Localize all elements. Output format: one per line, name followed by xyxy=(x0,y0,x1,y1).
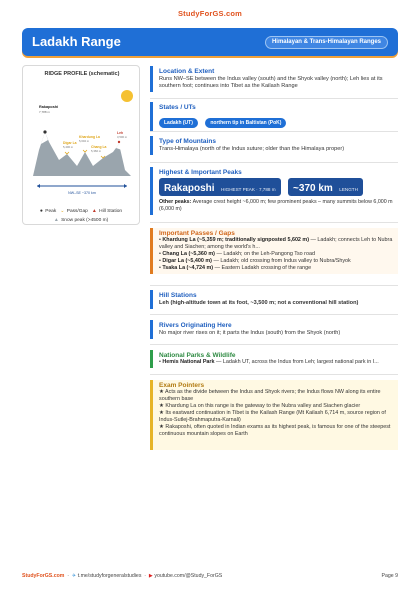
exam-list xyxy=(159,389,398,438)
ridge-profile-card xyxy=(22,65,140,225)
divider xyxy=(150,374,398,375)
length-axis-label: NW–SE ~370 km xyxy=(68,191,96,195)
list-item: ★ Its eastward continuation in Tibet is the Kailash Range (Mt Kailash 6,714 m, source region of Indus-Sutlej-Brahmaputra-Karnali) xyxy=(159,410,386,423)
section-title: Highest & Important Peaks xyxy=(159,169,242,176)
pass-elev: 5,360 m xyxy=(91,149,102,153)
list-item: • Chang La (~5,360 m) — Ladakh; on the Leh-Pangong Tso road xyxy=(159,251,315,257)
parks-section xyxy=(150,350,398,368)
peak-elev: 7,788 m xyxy=(39,110,50,114)
highest-peak-sub: HIGHEST PEAK · 7,788 m xyxy=(221,187,276,192)
list-item: • Digar La (~5,400 m) — Ladakh; old crossing from Indus valley to Nubra/Shyok xyxy=(159,258,351,264)
footer-brand-link[interactable]: StudyForGS.com xyxy=(22,573,65,579)
list-item: • Tsaka La (~4,724 m) — Eastern Ladakh crossing of the range xyxy=(159,265,312,271)
type-section xyxy=(150,136,398,155)
legend-peak: Peak xyxy=(45,209,57,214)
exam-pointers-section xyxy=(150,380,398,450)
star-icon: ★ xyxy=(159,403,164,409)
pass-legend-icon: ⌄ xyxy=(60,208,65,214)
youtube-icon: ▶ xyxy=(148,573,153,579)
section-body: Runs NW–SE between the Indus valley (south) and the Shyok valley (north); Leh lies at its southern foot; continues into Tibet as the Kailash Range xyxy=(159,76,383,90)
youtube-link[interactable]: youtube.com/@Study_ForGS xyxy=(154,573,223,579)
divider xyxy=(150,98,398,99)
length-sub: LENGTH xyxy=(339,187,358,192)
pass-label: Digar La xyxy=(63,141,77,145)
divider xyxy=(150,162,398,163)
states-section xyxy=(150,102,398,131)
pass-elev: 5,400 m xyxy=(63,145,74,149)
ridge-profile-diagram xyxy=(27,80,137,220)
hill-stations-section xyxy=(150,290,398,309)
station-label: Leh xyxy=(117,131,124,135)
state-chip: northern tip in Baltistan (PoK) xyxy=(205,118,286,128)
section-title: Exam Pointers xyxy=(159,382,205,389)
page-title: Ladakh Range xyxy=(32,34,121,49)
divider xyxy=(150,314,398,315)
legend-pass: Pass/Gap xyxy=(66,209,88,214)
section-title: Hill Stations xyxy=(159,292,197,299)
legend-snow: Snow peak (>4500 m) xyxy=(61,218,109,223)
divider xyxy=(150,131,398,132)
profile-legend xyxy=(22,207,140,225)
parks-list xyxy=(159,359,398,366)
pass-label: Khardung La xyxy=(79,135,100,139)
section-title: Type of Mountains xyxy=(159,138,216,145)
section-body: No major river rises on it; it parts the Indus (south) from the Shyok (north) xyxy=(159,330,341,336)
other-peaks-note xyxy=(159,199,398,213)
pass-elev: 5,602 m xyxy=(79,139,90,143)
highest-peak-box xyxy=(159,178,281,196)
section-title: Important Passes / Gaps xyxy=(159,230,235,237)
star-icon: ★ xyxy=(159,410,164,416)
page-number: Page 9 xyxy=(381,573,398,579)
telegram-link[interactable]: t.me/studyforgeneralstudies xyxy=(77,573,142,579)
pass-label: Chang La xyxy=(91,145,107,149)
highest-section xyxy=(150,167,398,215)
title-banner xyxy=(22,28,398,56)
divider xyxy=(150,285,398,286)
section-title: National Parks & Wildlife xyxy=(159,352,236,359)
peak-label: Rakaposhi xyxy=(39,105,59,109)
passes-list xyxy=(159,237,398,272)
page-footer xyxy=(22,572,398,582)
station-elev: 3,500 m xyxy=(117,135,128,139)
section-title: Location & Extent xyxy=(159,68,215,75)
rivers-section xyxy=(150,320,398,339)
divider xyxy=(150,344,398,345)
list-item: ★ Acts as the divide between the Indus and Shyok rivers; the Indus flows NW along its entire southern base xyxy=(159,389,381,402)
note-label: Other peaks: xyxy=(159,199,192,205)
list-item: ★ Rakaposhi, often quoted in Indian exams as its highest peak, is famous for one of the steepest continuous mountain slopes on Earth xyxy=(159,424,391,437)
list-item: • Hemis National Park — Ladakh UT, across the Indus from Leh; largest national park in I... xyxy=(159,359,379,365)
list-item: ★ Khardung La on this range is the gateway to the Nubra valley and Siachen glacier xyxy=(159,403,361,409)
length-value: ~370 km xyxy=(293,183,333,194)
star-icon: ★ xyxy=(159,389,164,395)
section-body: Trans-Himalaya (north of the Indus suture; older than the Himalaya proper) xyxy=(159,146,345,152)
snow-legend-icon: ▲ xyxy=(53,217,59,223)
brand-header[interactable]: StudyForGS.com xyxy=(177,9,243,18)
star-icon: ★ xyxy=(159,424,164,430)
telegram-icon: ✈ xyxy=(71,573,77,579)
highest-peak-name: Rakaposhi xyxy=(164,183,215,194)
legend-station: Hill Station xyxy=(99,209,123,214)
note-text: Average crest height ~6,000 m; few prominent peaks – many summits below 6,000 m (6,000 m) xyxy=(159,199,393,212)
passes-section xyxy=(150,228,398,274)
list-item: • Khardung La (~5,359 m; traditionally signposted 5,602 m) — Ladakh; connects Leh to Nubra valley and Siachen; among the world's h... xyxy=(159,237,393,250)
profile-title: RIDGE PROFILE (schematic) xyxy=(44,71,120,77)
length-box xyxy=(288,178,363,196)
section-title: Rivers Originating Here xyxy=(159,322,232,329)
station-legend-icon: ▲ xyxy=(91,208,97,214)
peak-legend-icon: ● xyxy=(39,208,43,214)
footer-links: StudyForGS.com · ✈ t.me/studyforgeneralstudies · ▶ youtube.com/@Study_ForGS xyxy=(22,573,223,579)
divider xyxy=(150,222,398,223)
location-section xyxy=(150,66,398,92)
sun-icon xyxy=(121,90,133,102)
state-chip: Ladakh (UT) xyxy=(159,118,198,128)
category-tag: Himalayan & Trans-Himalayan Ranges xyxy=(265,36,388,49)
section-body: Leh (high-altitude town at its foot, ~3,500 m; not a conventional hill station) xyxy=(159,300,359,306)
section-title: States / UTs xyxy=(159,104,196,111)
